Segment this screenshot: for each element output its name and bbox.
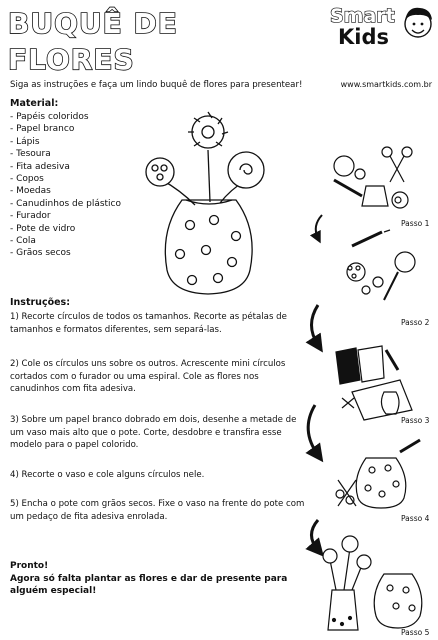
list-item: - Canudinhos de plástico: [10, 198, 121, 210]
list-item: - Copos: [10, 173, 121, 185]
step-4-illustration: [336, 440, 420, 508]
instruction-step-3: 3) Sobre um papel branco dobrado em dois, desenhe a metade de um vaso mais alto que o pote. Corte, desdobre e transfira esse modelo para o papel colorido.: [10, 415, 297, 450]
closing-line-2: Agora só falta plantar as flores e dar de presente para alguém especial!: [10, 573, 288, 596]
instruction-step-2: 2) Cole os círculos uns sobre os outros. Acrescente mini círculos cortados com o furador ou uma espiral. Cole as flores nos canudinhos com fita adesiva.: [10, 359, 286, 394]
arrow-icon: [308, 405, 318, 455]
step-label-3: Passo 3: [401, 416, 430, 425]
list-item: - Cola: [10, 235, 121, 247]
list-item: - Tesoura: [10, 148, 121, 160]
arrow-icon: [312, 520, 319, 550]
instruction-step-4: 4) Recorte o vaso e cole alguns círculos nele.: [10, 470, 205, 480]
step-label-4: Passo 4: [401, 514, 430, 523]
step-label-1: Passo 1: [401, 219, 430, 228]
step-1-illustration: [334, 147, 412, 208]
closing-line-1: Pronto!: [10, 561, 49, 571]
logo-text-smart: Smart: [330, 5, 395, 27]
step-label-2: Passo 2: [401, 318, 430, 327]
logo-text-kids: Kids: [338, 25, 390, 48]
list-item: - Lápis: [10, 136, 121, 148]
list-item: - Papéis coloridos: [10, 111, 121, 123]
list-item: - Pote de vidro: [10, 223, 121, 235]
step-3-illustration: [336, 346, 412, 420]
step-label-5: Passo 5: [401, 628, 430, 637]
materials-title: Material:: [10, 98, 59, 109]
vase-with-flowers-illustration: [146, 112, 264, 294]
arrow-icon: [316, 215, 322, 238]
list-item: - Grãos secos: [10, 247, 121, 259]
instructions-title: Instruções:: [10, 297, 70, 308]
list-item: - Papel branco: [10, 123, 121, 135]
instruction-step-5: 5) Encha o pote com grãos secos. Fixe o vaso na frente do pote com um pedaço de fita adesiva enrolada.: [10, 499, 305, 522]
list-item: - Furador: [10, 210, 121, 222]
page-title: BUQUÊ DE FLORES: [8, 7, 178, 76]
website-url: www.smartkids.com.br: [340, 80, 432, 89]
arrow-icon: [312, 305, 319, 345]
intro-text: Siga as instruções e faça um lindo buquê de flores para presentear!: [10, 80, 303, 90]
step-2-illustration: [347, 230, 415, 300]
list-item: - Moedas: [10, 185, 121, 197]
list-item: - Fita adesiva: [10, 161, 121, 173]
step-5-illustration: [323, 536, 422, 630]
instruction-step-1: 1) Recorte círculos de todos os tamanhos. Recorte as pétalas de tamanhos e formatos diferentes, sem separá-las.: [10, 312, 287, 335]
